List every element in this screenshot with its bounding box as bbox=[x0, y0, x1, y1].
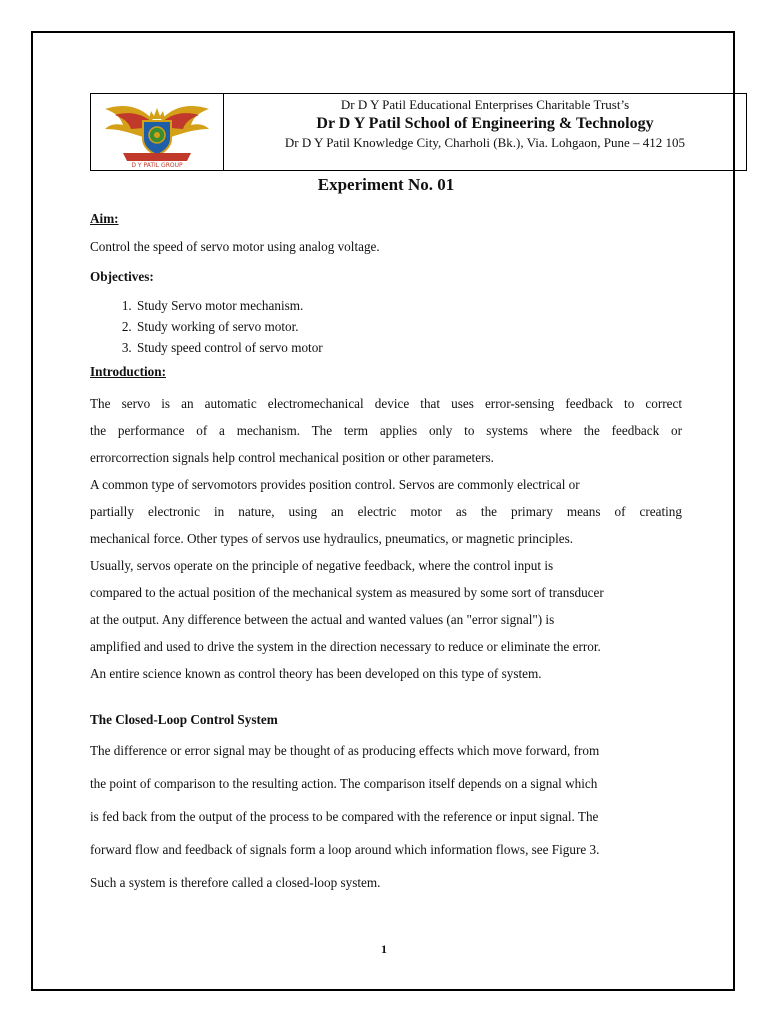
objectives-list bbox=[90, 295, 682, 358]
introduction-text bbox=[90, 390, 682, 687]
aim-text: Control the speed of servo motor using analog voltage. bbox=[90, 239, 380, 254]
letterhead bbox=[90, 93, 747, 171]
letterhead-text bbox=[224, 94, 746, 170]
list-item: 2. Study working of servo motor. bbox=[135, 316, 682, 337]
text-line: at the output. Any difference between the actual and wanted values (an "error signal") is bbox=[90, 612, 555, 627]
objectives-heading: Objectives: bbox=[90, 269, 154, 284]
text-line: forward flow and feedback of signals form a loop around which information flows, see Figure 3. bbox=[90, 842, 600, 857]
text-line: amplified and used to drive the system in the direction necessary to reduce or eliminate the error. bbox=[90, 639, 601, 654]
text-line: is fed back from the output of the process to be compared with the reference or input signal. The bbox=[90, 809, 599, 824]
closed-loop-heading: The Closed-Loop Control System bbox=[90, 712, 278, 727]
text-line: partially electronic in nature, using an electric motor as the primary means of creating bbox=[90, 504, 682, 519]
text-line: Usually, servos operate on the principle of negative feedback, where the control input is bbox=[90, 558, 554, 573]
experiment-title: Experiment No. 01 bbox=[317, 175, 455, 194]
logo-cell bbox=[91, 94, 224, 170]
text-line: mechanical force. Other types of servos use hydraulics, pneumatics, or magnetic principles. bbox=[90, 531, 574, 546]
school-address: Dr D Y Patil Knowledge City, Charholi (Bk.), Via. Lohgaon, Pune – 412 105 bbox=[284, 134, 686, 150]
trust-name: Dr D Y Patil Educational Enterprises Charitable Trust’s bbox=[340, 97, 630, 112]
text-line: errorcorrection signals help control mechanical position or other parameters. bbox=[90, 450, 494, 465]
page-number: 1 bbox=[381, 942, 387, 956]
text-line: compared to the actual position of the mechanical system as measured by some sort of transducer bbox=[90, 585, 604, 600]
text-line: the point of comparison to the resulting action. The comparison itself depends on a signal which bbox=[90, 776, 598, 791]
logo-caption: D Y PATIL GROUP bbox=[131, 162, 183, 169]
school-name: Dr D Y Patil School of Engineering & Technology bbox=[316, 114, 654, 132]
text-line: Such a system is therefore called a closed-loop system. bbox=[90, 875, 381, 890]
list-item: 3. Study speed control of servo motor bbox=[135, 337, 682, 358]
document-body bbox=[90, 172, 682, 899]
dy-patil-logo bbox=[93, 95, 221, 169]
text-line: The difference or error signal may be thought of as producing effects which move forward, from bbox=[90, 743, 600, 758]
text-line: An entire science known as control theory has been developed on this type of system. bbox=[90, 666, 542, 681]
aim-heading: Aim: bbox=[90, 211, 119, 226]
introduction-heading: Introduction: bbox=[90, 364, 166, 379]
text-line: the performance of a mechanism. The term applies only to systems where the feedback or bbox=[90, 423, 682, 438]
list-item: 1. Study Servo motor mechanism. bbox=[135, 295, 682, 316]
text-line: The servo is an automatic electromechanical device that uses error-sensing feedback to correct bbox=[90, 396, 682, 411]
text-line: A common type of servomotors provides position control. Servos are commonly electrical or bbox=[90, 477, 580, 492]
closed-loop-text bbox=[90, 734, 682, 899]
